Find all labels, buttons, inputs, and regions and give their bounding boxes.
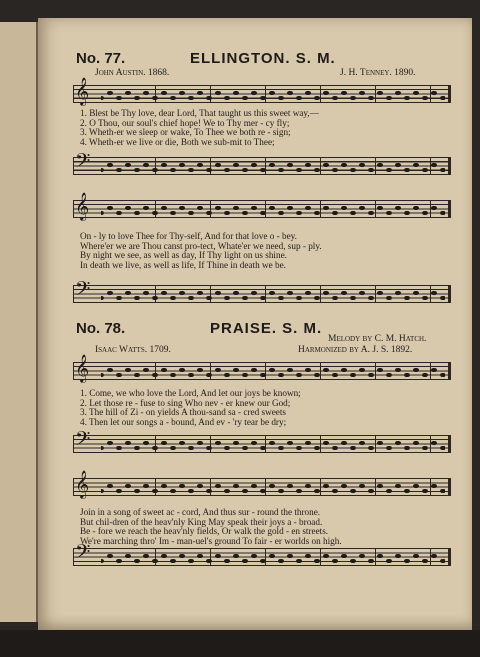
bass-clef-icon: 𝄢 [75, 540, 91, 568]
lyric-line: 1. Come, we who love the Lord, And let our joys be known; [80, 389, 301, 398]
notes [101, 157, 445, 175]
treble-staff [73, 192, 451, 220]
lyric-line: 4. Then let our songs a - bound, And ev - 'ry tear be dry; [80, 416, 287, 427]
treble-staff [73, 354, 451, 382]
lyrics-block [80, 109, 452, 147]
hymn-number: No. 77. [76, 50, 126, 67]
words-credit: Isaac Watts. 1709. [95, 345, 171, 355]
lyric-line: 1. Blest be Thy love, dear Lord, That taught us this sweet way,— [80, 109, 319, 118]
treble-clef-icon: 𝄞 [75, 354, 90, 382]
notes [101, 478, 445, 496]
lyric-line: But chil-dren of the heav'nly King May speak their joys a - broad. [80, 516, 323, 527]
music-credit: Melody by C. M. Hatch. [328, 334, 427, 344]
notes [101, 362, 445, 380]
lyric-line: Be - fore we reach the heav'nly fields, Or walk the gold - en streets. [80, 526, 329, 537]
music-credit: J. H. Tenney. 1890. [340, 68, 416, 78]
music-credit: Harmonized by A. J. S. 1892. [298, 345, 413, 355]
lyric-line: In death we live, as well as life, If Thine in death we be. [80, 259, 286, 270]
bass-clef-icon: 𝄢 [75, 427, 91, 455]
lyrics-block [80, 389, 452, 427]
lyrics-block [80, 232, 452, 270]
notes [101, 200, 445, 218]
lyric-line: 3. The hill of Zi - on yields A thou-sand sa - cred sweets [80, 407, 286, 418]
lyric-line: 2. O Thou, our soul's chief hope! We to Thy mer - cy fly; [80, 117, 290, 128]
lyric-line: We're marching thro' Im - man-uel's ground To fair - er worlds on high. [80, 535, 342, 546]
bass-staff [73, 149, 451, 177]
lyrics-block [80, 508, 452, 546]
hymn-number: No. 78. [76, 320, 126, 337]
notes [101, 285, 445, 303]
lyric-line: Where'er we are Thou canst pro-tect, Whate'er we need, sup - ply. [80, 240, 322, 251]
treble-clef-icon: 𝄞 [75, 192, 90, 220]
hymn-title: ELLINGTON. S. M. [190, 50, 336, 67]
bass-staff [73, 277, 451, 305]
lyric-line: 4. Wheth-er we live or die, Both we sub-mit to Thee; [80, 136, 275, 147]
words-credit: John Austin. 1868. [95, 68, 170, 78]
lyric-line: On - ly to love Thee for Thy-self, And for that love o - bey. [80, 232, 297, 241]
treble-clef-icon: 𝄞 [75, 77, 90, 105]
notes [101, 548, 445, 566]
lyric-line: 3. Wheth-er we sleep or wake, To Thee we both re - sign; [80, 127, 291, 138]
lyric-line: 2. Let those re - fuse to sing Who nev - er knew our God; [80, 397, 291, 408]
treble-staff [73, 77, 451, 105]
notes [101, 435, 445, 453]
treble-staff [73, 470, 451, 498]
bass-clef-icon: 𝄢 [75, 149, 91, 177]
bass-staff [73, 427, 451, 455]
lyric-line: By night we see, as well as day, If Thy light on us shine. [80, 250, 287, 261]
treble-clef-icon: 𝄞 [75, 470, 90, 498]
facing-page-edge [0, 22, 38, 622]
notes [101, 85, 445, 103]
book-shadow [0, 630, 480, 657]
bass-clef-icon: 𝄢 [75, 277, 91, 305]
lyric-line: Join in a song of sweet ac - cord, And thus sur - round the throne. [80, 508, 321, 517]
hymn-title: PRAISE. S. M. [210, 320, 323, 337]
